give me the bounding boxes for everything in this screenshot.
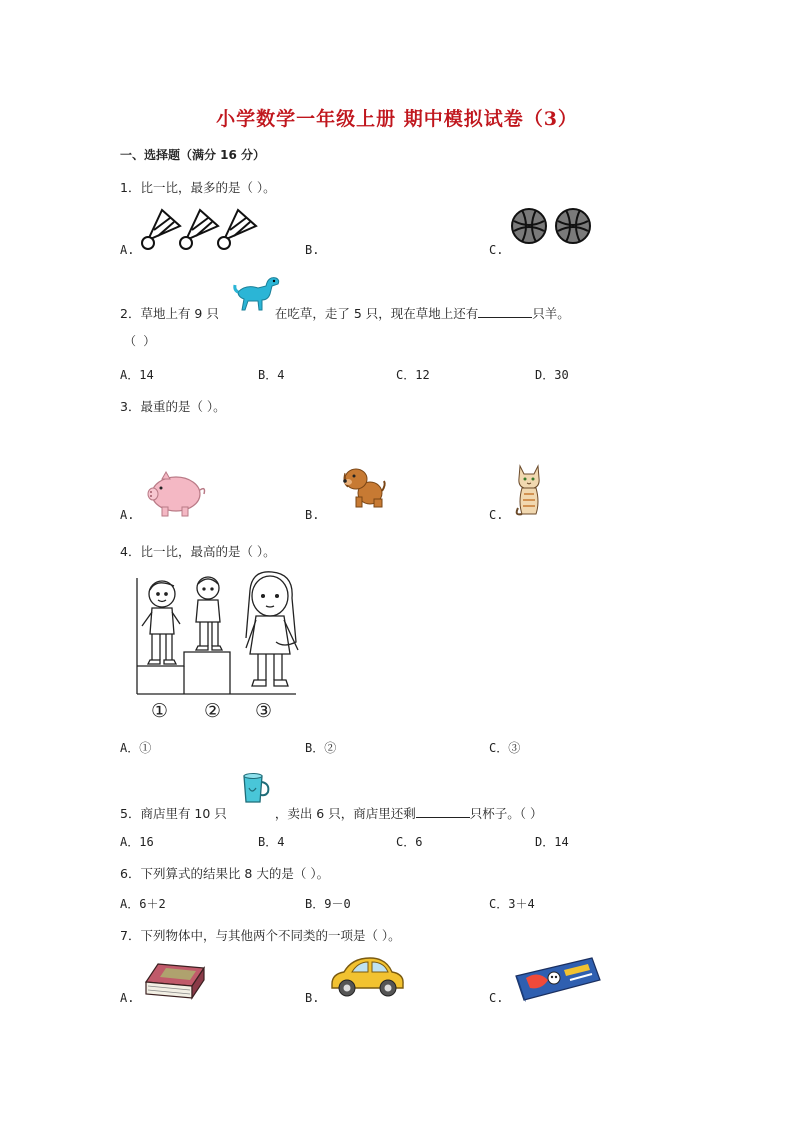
- q7-option-b[interactable]: B.: [305, 991, 320, 1005]
- q2-middle: 在吃草，走了 5 只，现在草地上还有: [274, 306, 479, 321]
- q3-option-c[interactable]: C.: [489, 508, 504, 522]
- cup-icon: [240, 772, 272, 806]
- q5-option-d[interactable]: D．14: [535, 835, 569, 849]
- cat-icon: [512, 462, 546, 520]
- q2-suffix: 只羊。: [532, 306, 570, 321]
- question-1: 1．比一比，最多的是（ ）。: [120, 180, 276, 195]
- q5-suffix: 只杯子。（ ）: [469, 806, 543, 821]
- pig-icon: [146, 470, 208, 518]
- q4-option-a[interactable]: A．①: [120, 741, 152, 755]
- q1-option-b[interactable]: B.: [305, 243, 320, 257]
- q1-option-c[interactable]: C.: [489, 243, 504, 257]
- shuttlecocks-image: [140, 206, 258, 252]
- q6-option-a[interactable]: A．6＋2: [120, 897, 166, 911]
- q6-option-c[interactable]: C．3＋4: [489, 897, 535, 911]
- question-3: 3．最重的是（ ）。: [120, 399, 226, 414]
- q2-option-d[interactable]: D．30: [535, 368, 569, 382]
- page-title: 小学数学一年级上册 期中模拟试卷（3）: [216, 108, 578, 130]
- q4-option-c[interactable]: C．③: [489, 741, 521, 755]
- car-icon: [328, 954, 406, 998]
- q3-option-b[interactable]: B.: [305, 508, 320, 522]
- dog-icon: [232, 270, 282, 312]
- pencil-case-icon: [512, 954, 604, 1004]
- q7-option-c[interactable]: C.: [489, 991, 504, 1005]
- q4-option-b[interactable]: B．②: [305, 741, 337, 755]
- q1-option-a[interactable]: A.: [120, 243, 135, 257]
- q2-blank[interactable]: [478, 307, 532, 318]
- q3-option-a[interactable]: A.: [120, 508, 135, 522]
- children-height-image: [136, 568, 302, 696]
- question-5: [120, 804, 542, 822]
- q5-option-b[interactable]: B．4: [258, 835, 285, 849]
- q2-answer-paren[interactable]: （ ）: [124, 334, 156, 348]
- q2-option-c[interactable]: C．12: [396, 368, 430, 382]
- basketballs-image: [510, 207, 594, 245]
- label-1: ①: [151, 700, 169, 722]
- question-7: 7．下列物体中，与其他两个不同类的一项是（ ）。: [120, 928, 401, 943]
- q5-blank[interactable]: [416, 807, 470, 818]
- q5-option-a[interactable]: A．16: [120, 835, 154, 849]
- label-2: ②: [204, 700, 222, 722]
- q7-option-a[interactable]: A.: [120, 991, 135, 1005]
- section-heading: 一、选择题（满分 16 分）: [120, 148, 266, 162]
- puppy-icon: [340, 463, 386, 509]
- q6-option-b[interactable]: B．9－0: [305, 897, 351, 911]
- label-3: ③: [255, 700, 273, 722]
- q2-option-b[interactable]: B．4: [258, 368, 285, 382]
- q2-option-a[interactable]: A．14: [120, 368, 154, 382]
- question-2: [120, 304, 570, 322]
- question-6: 6．下列算式的结果比 8 大的是（ ）。: [120, 866, 330, 881]
- q5-middle: ，卖出 6 只，商店里还剩: [274, 806, 416, 821]
- q5-prefix: 5．商店里有 10 只: [120, 806, 227, 821]
- q2-prefix: 2．草地上有 9 只: [120, 306, 219, 321]
- question-4: 4．比一比，最高的是（ ）。: [120, 544, 276, 559]
- book-icon: [144, 962, 206, 1002]
- q5-option-c[interactable]: C．6: [396, 835, 423, 849]
